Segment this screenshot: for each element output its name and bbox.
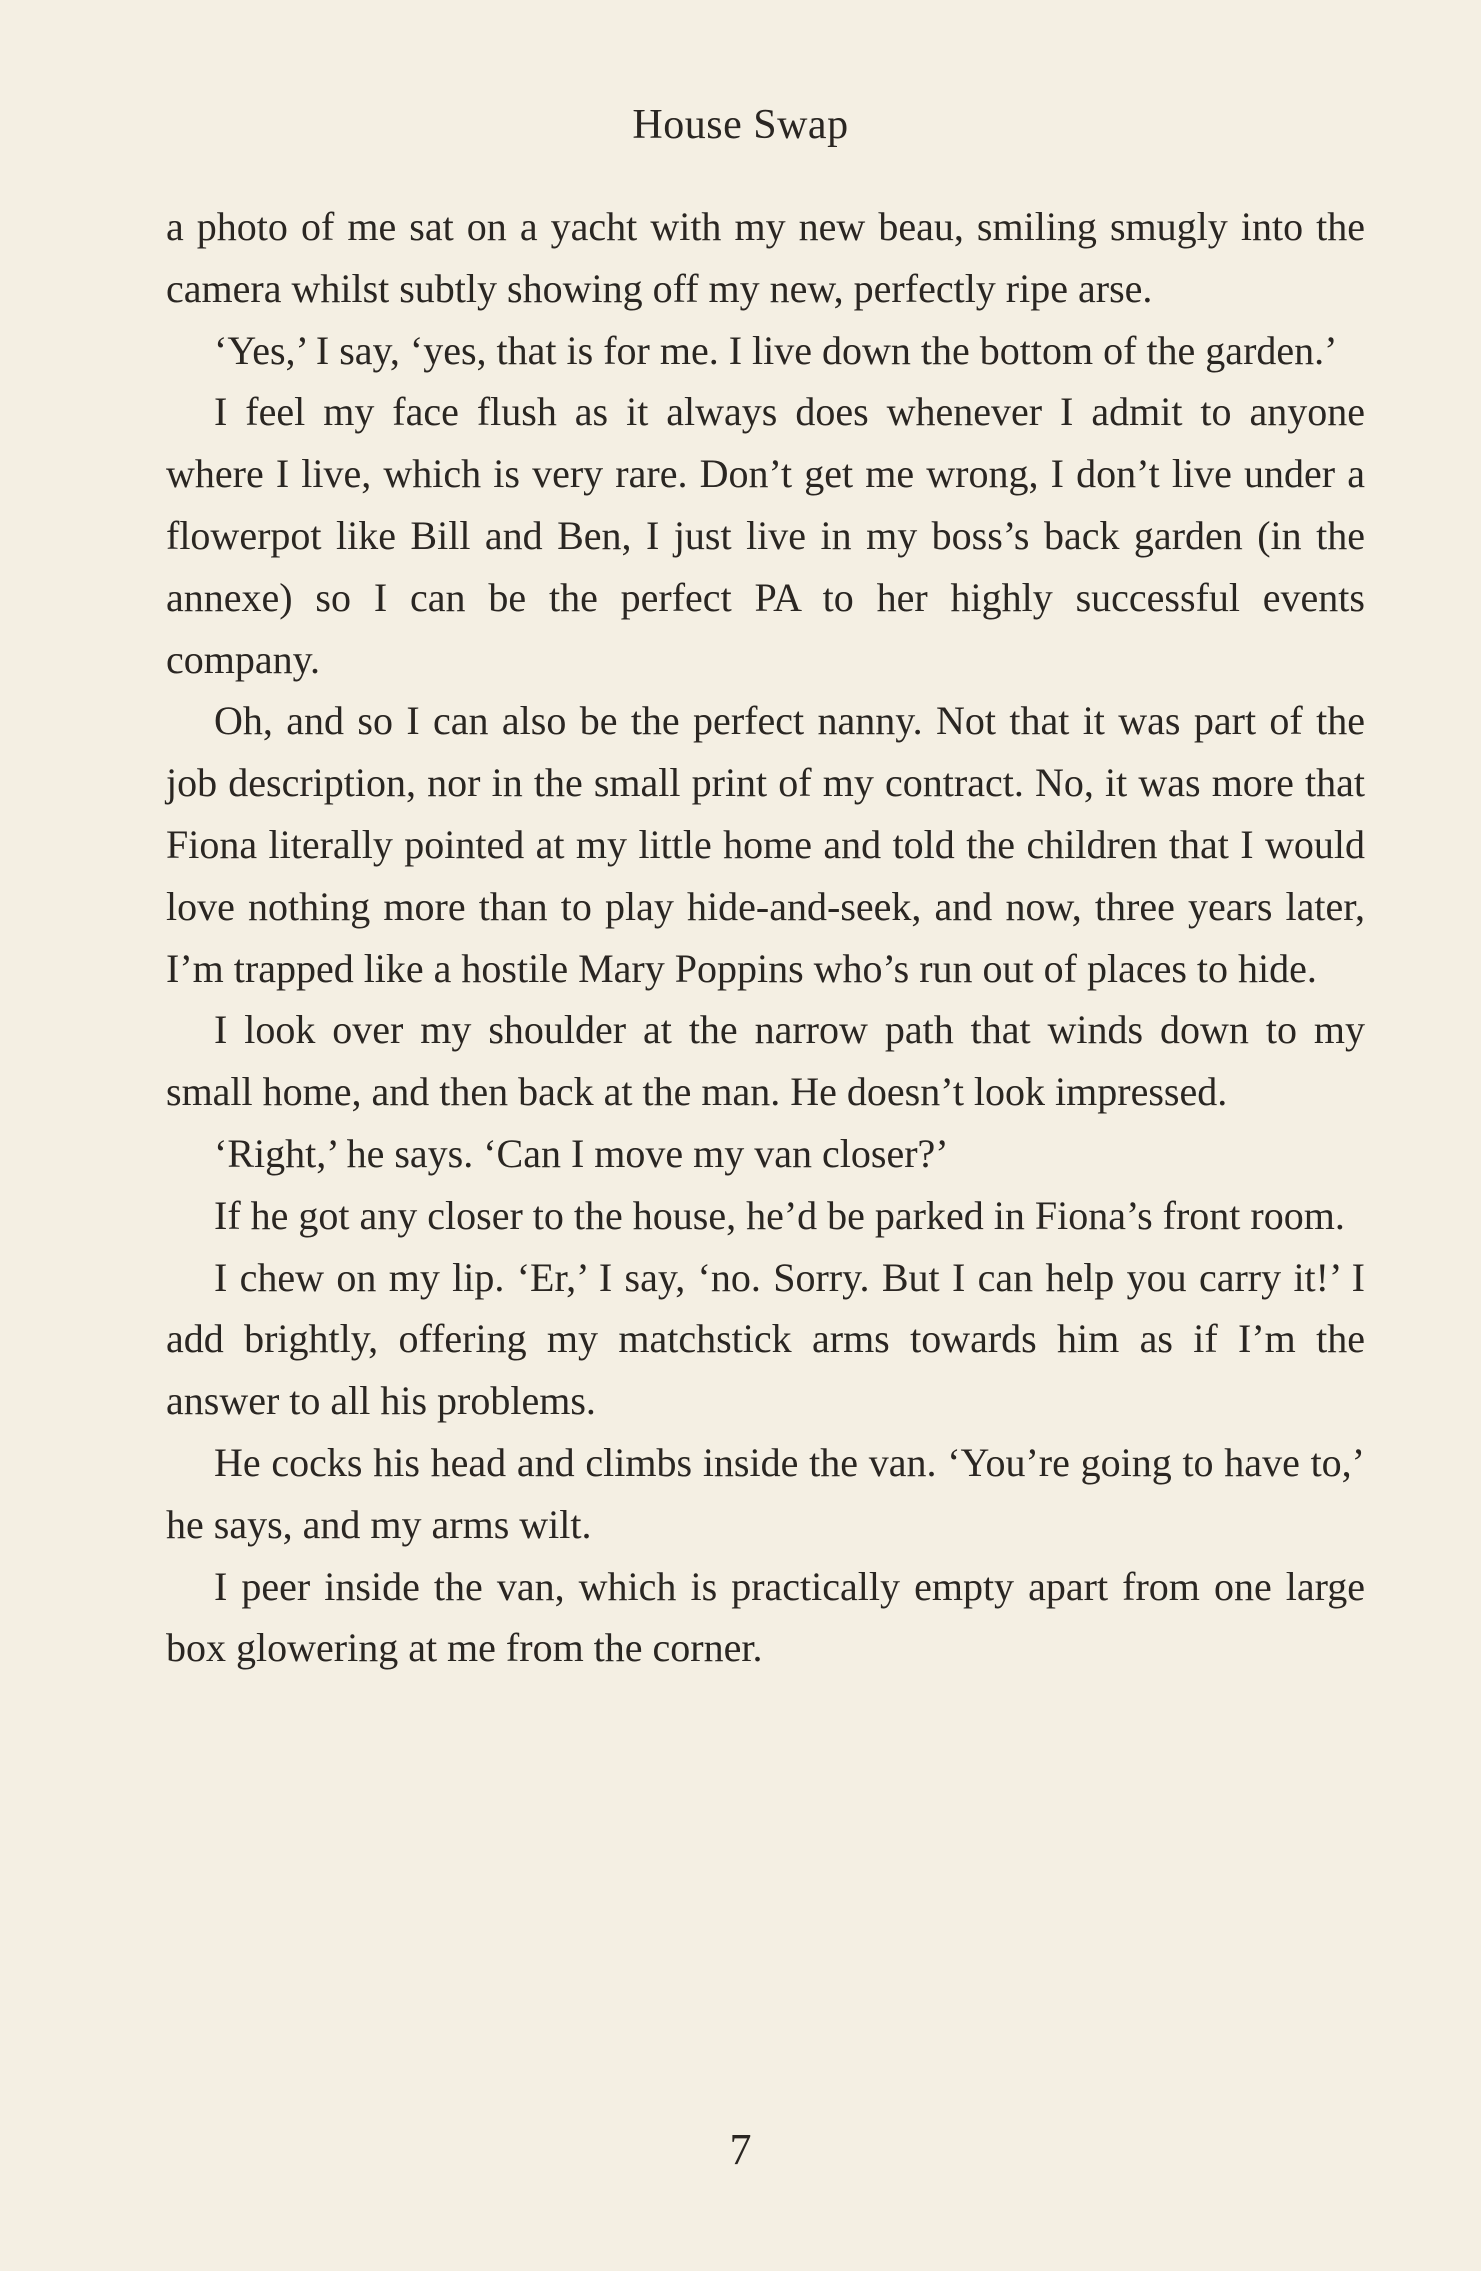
paragraph: I chew on my lip. ‘Er,’ I say, ‘no. Sorry. But I can help you carry it!’ I add brightly, offering my matchstick arms towards him as if I’m the answer to all his problems. (166, 1254, 1365, 1424)
paragraph: I look over my shoulder at the narrow path that winds down to my small home, and then back at the man. He doesn’t look impressed. (166, 1007, 1365, 1115)
paragraph: ‘Right,’ he says. ‘Can I move my van closer?’ (214, 1130, 949, 1176)
page-number: 7 (729, 2125, 752, 2174)
paragraph: Oh, and so I can also be the perfect nanny. Not that it was part of the job description, nor in the small print of my contract. No, it was more that Fiona literally pointed at my little home and told the children that I would love nothing more than to play hide-and-seek, and now, three years later, I’m trapped like a hostile Mary Poppins who’s run out of places to hide. (166, 698, 1365, 991)
paragraph: I peer inside the van, which is practically empty apart from one large box glowering at me from the corner. (166, 1563, 1365, 1671)
paragraph: If he got any closer to the house, he’d be parked in Fiona’s front room. (214, 1192, 1345, 1238)
body-text (166, 196, 1365, 1679)
paragraph: I feel my face flush as it always does whenever I admit to anyone where I live, which is very rare. Don’t get me wrong, I don’t live under a flowerpot like Bill and Ben, I just live in my boss’s back garden (in the annexe) so I can be the perfect PA to her highly successful events company. (166, 389, 1365, 682)
paragraph: a photo of me sat on a yacht with my new beau, smiling smugly into the camera whilst subtly showing off my new, perfectly ripe arse. (166, 204, 1365, 311)
paragraph: He cocks his head and climbs inside the van. ‘You’re going to have to,’ he says, and my arms wilt. (166, 1439, 1365, 1547)
running-head: House Swap (632, 102, 849, 148)
paragraph: ‘Yes,’ I say, ‘yes, that is for me. I live down the bottom of the garden.’ (214, 327, 1338, 373)
